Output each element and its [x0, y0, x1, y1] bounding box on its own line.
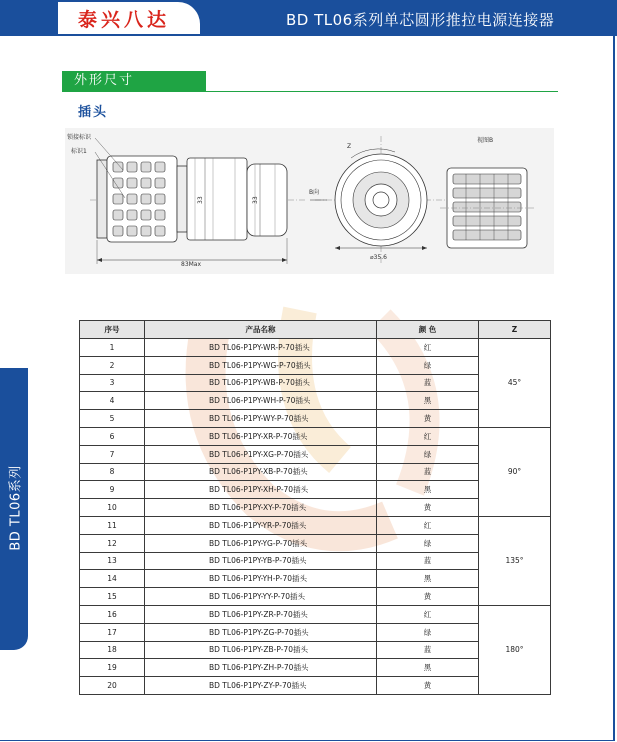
product-name: BD TL06-P1PY-ZG-P-70插头: [145, 623, 377, 641]
product-color: 红: [377, 427, 479, 445]
product-color: 黄: [377, 588, 479, 606]
product-color: 红: [377, 516, 479, 534]
row-number: 12: [80, 534, 145, 552]
header-color: 颜 色: [377, 321, 479, 339]
product-name: BD TL06-P1PY-ZR-P-70插头: [145, 605, 377, 623]
product-name: BD TL06-P1PY-YG-P-70插头: [145, 534, 377, 552]
section-subtitle: 插头: [78, 105, 109, 120]
row-number: 2: [80, 356, 145, 374]
row-number: 18: [80, 641, 145, 659]
product-color: 蓝: [377, 463, 479, 481]
length-dimension: 83Max: [181, 261, 202, 268]
product-color: 黑: [377, 659, 479, 677]
row-number: 3: [80, 374, 145, 392]
header-no: 序号: [80, 321, 145, 339]
row-number: 19: [80, 659, 145, 677]
row-number: 10: [80, 499, 145, 517]
product-color: 绿: [377, 534, 479, 552]
product-table: [79, 320, 551, 695]
product-name: BD TL06-P1PY-WR-P-70插头: [145, 339, 377, 357]
z-angle-label: Z: [347, 143, 352, 150]
header-z: Z: [479, 321, 551, 339]
product-color: 蓝: [377, 552, 479, 570]
row-number: 7: [80, 445, 145, 463]
product-color: 红: [377, 339, 479, 357]
row-number: 4: [80, 392, 145, 410]
header-product-name: 产品名称: [145, 321, 377, 339]
product-color: 红: [377, 605, 479, 623]
section-title: 外形尺寸: [62, 71, 206, 91]
table-row: [80, 427, 551, 445]
row-number: 11: [80, 516, 145, 534]
table-row: [80, 605, 551, 623]
product-name: BD TL06-P1PY-YY-P-70插头: [145, 588, 377, 606]
row-number: 16: [80, 605, 145, 623]
table-row: [80, 516, 551, 534]
product-color: 黄: [377, 410, 479, 428]
product-color: 绿: [377, 445, 479, 463]
product-name: BD TL06-P1PY-YH-P-70插头: [145, 570, 377, 588]
product-name: BD TL06-P1PY-XB-P-70插头: [145, 463, 377, 481]
row-number: 9: [80, 481, 145, 499]
mark1-label: 标识1: [71, 148, 87, 155]
product-name: BD TL06-P1PY-XG-P-70插头: [145, 445, 377, 463]
product-name: BD TL06-P1PY-WY-P-70插头: [145, 410, 377, 428]
product-color: 黄: [377, 677, 479, 695]
product-color: 绿: [377, 623, 479, 641]
row-number: 20: [80, 677, 145, 695]
row-number: 15: [80, 588, 145, 606]
brand-logo: 泰兴八达: [78, 9, 171, 31]
view-b-arrow-label: B向: [309, 189, 320, 196]
product-name: BD TL06-P1PY-ZH-P-70插头: [145, 659, 377, 677]
outer-diameter-label: ⌀35.6: [370, 254, 387, 261]
row-number: 5: [80, 410, 145, 428]
drawing-svg: [65, 128, 554, 274]
table-header-row: [80, 321, 551, 339]
product-name: BD TL06-P1PY-XR-P-70插头: [145, 427, 377, 445]
z-angle-value: 45°: [479, 339, 551, 428]
product-name: BD TL06-P1PY-YR-P-70插头: [145, 516, 377, 534]
product-name: BD TL06-P1PY-ZY-P-70插头: [145, 677, 377, 695]
product-color: 黄: [377, 499, 479, 517]
z-angle-value: 180°: [479, 605, 551, 694]
product-name: BD TL06-P1PY-ZB-P-70插头: [145, 641, 377, 659]
diameter-dimension-2: 33: [252, 196, 259, 204]
product-color: 黑: [377, 570, 479, 588]
row-number: 13: [80, 552, 145, 570]
row-number: 1: [80, 339, 145, 357]
product-name: BD TL06-P1PY-XH-P-70插头: [145, 481, 377, 499]
view-b-drawing: [440, 168, 535, 248]
z-angle-value: 135°: [479, 516, 551, 605]
product-color: 绿: [377, 356, 479, 374]
product-name: BD TL06-P1PY-WB-P-70插头: [145, 374, 377, 392]
row-number: 6: [80, 427, 145, 445]
product-color: 黑: [377, 481, 479, 499]
product-color: 蓝: [377, 374, 479, 392]
plug-front-view: [310, 136, 447, 264]
product-name: BD TL06-P1PY-YB-P-70插头: [145, 552, 377, 570]
diameter-dimension-1: 33: [197, 196, 204, 204]
section-divider: [62, 91, 558, 92]
side-tab-label: BD TL06系列: [8, 465, 24, 551]
page-title: BD TL06系列单芯圆形推拉电源连接器: [286, 11, 555, 29]
z-angle-value: 90°: [479, 427, 551, 516]
product-color: 蓝: [377, 641, 479, 659]
row-number: 8: [80, 463, 145, 481]
product-name: BD TL06-P1PY-WG-P-70插头: [145, 356, 377, 374]
table-body: [80, 339, 551, 695]
row-number: 17: [80, 623, 145, 641]
table-row: [80, 339, 551, 357]
lock-mark-label: 锁接标识: [67, 134, 92, 141]
technical-drawing: [65, 128, 554, 274]
product-color: 黑: [377, 392, 479, 410]
row-number: 14: [80, 570, 145, 588]
product-name: BD TL06-P1PY-XY-P-70插头: [145, 499, 377, 517]
product-name: BD TL06-P1PY-WH-P-70插头: [145, 392, 377, 410]
view-b-title: 视图B: [477, 137, 494, 144]
